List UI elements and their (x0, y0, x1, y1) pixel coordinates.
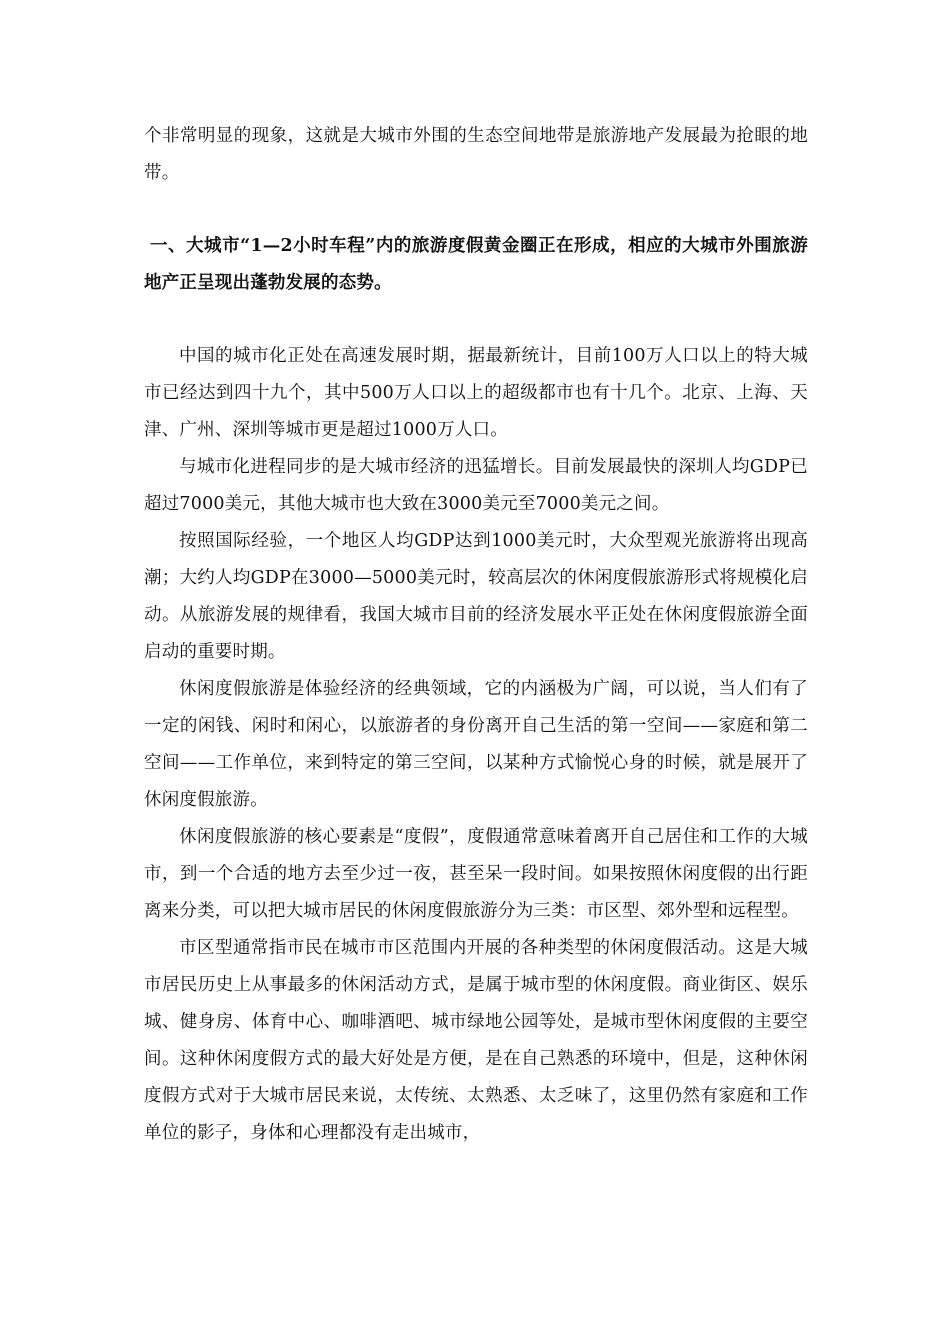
body-text (144, 338, 808, 1152)
body-paragraph: 休闲度假旅游是体验经济的经典领域，它的内涵极为广阔，可以说，当人们有了一定的闲钱、闲时和闲心，以旅游者的身份离开自己生活的第一空间——家庭和第二空间——工作单位，来到特定的第三空间，以某种方式愉悦心身的时候，就是展开了休闲度假旅游。 (144, 679, 808, 810)
body-paragraph: 按照国际经验，一个地区人均GDP达到1000美元时，大众型观光旅游将出现高潮；大约人均GDP在3000—5000美元时，较高层次的休闲度假旅游形式将规模化启动。从旅游发展的规律看，我国大城市目前的经济发展水平正处在休闲度假旅游全面启动的重要时期。 (144, 531, 808, 662)
body-paragraph: 与城市化进程同步的是大城市经济的迅猛增长。目前发展最快的深圳人均GDP已超过7000美元，其他大城市也大致在3000美元至7000美元之间。 (144, 457, 808, 514)
body-paragraph: 市区型通常指市民在城市市区范围内开展的各种类型的休闲度假活动。这是大城市居民历史上从事最多的休闲活动方式，是属于城市型的休闲度假。商业街区、娱乐城、健身房、体育中心、咖啡酒吧、城市绿地公园等处，是城市型休闲度假的主要空间。这种休闲度假方式的最大好处是方便，是在自己熟悉的环境中，但是，这种休闲度假方式对于大城市居民来说，太传统、太熟悉、太乏味了，这里仍然有家庭和工作单位的影子，身体和心理都没有走出城市， (144, 938, 808, 1143)
section-heading: 一、大城市“1—2小时车程”内的旅游度假黄金圈正在形成，相应的大城市外围旅游地产正呈现出蓬勃发展的态势。 (144, 236, 808, 293)
lead-paragraph: 个非常明显的现象，这就是大城市外围的生态空间地带是旅游地产发展最为抢眼的地带。 (144, 126, 808, 183)
body-paragraph: 中国的城市化正处在高速发展时期，据最新统计，目前100万人口以上的特大城市已经达到四十九个，其中500万人口以上的超级都市也有十几个。北京、上海、天津、广州、深圳等城市更是超过1000万人口。 (144, 346, 808, 440)
body-paragraph: 休闲度假旅游的核心要素是“度假”，度假通常意味着离开自己居住和工作的大城市，到一个合适的地方去至少过一夜，甚至呆一段时间。如果按照休闲度假的出行距离来分类，可以把大城市居民的休闲度假旅游分为三类：市区型、郊外型和远程型。 (144, 827, 808, 921)
